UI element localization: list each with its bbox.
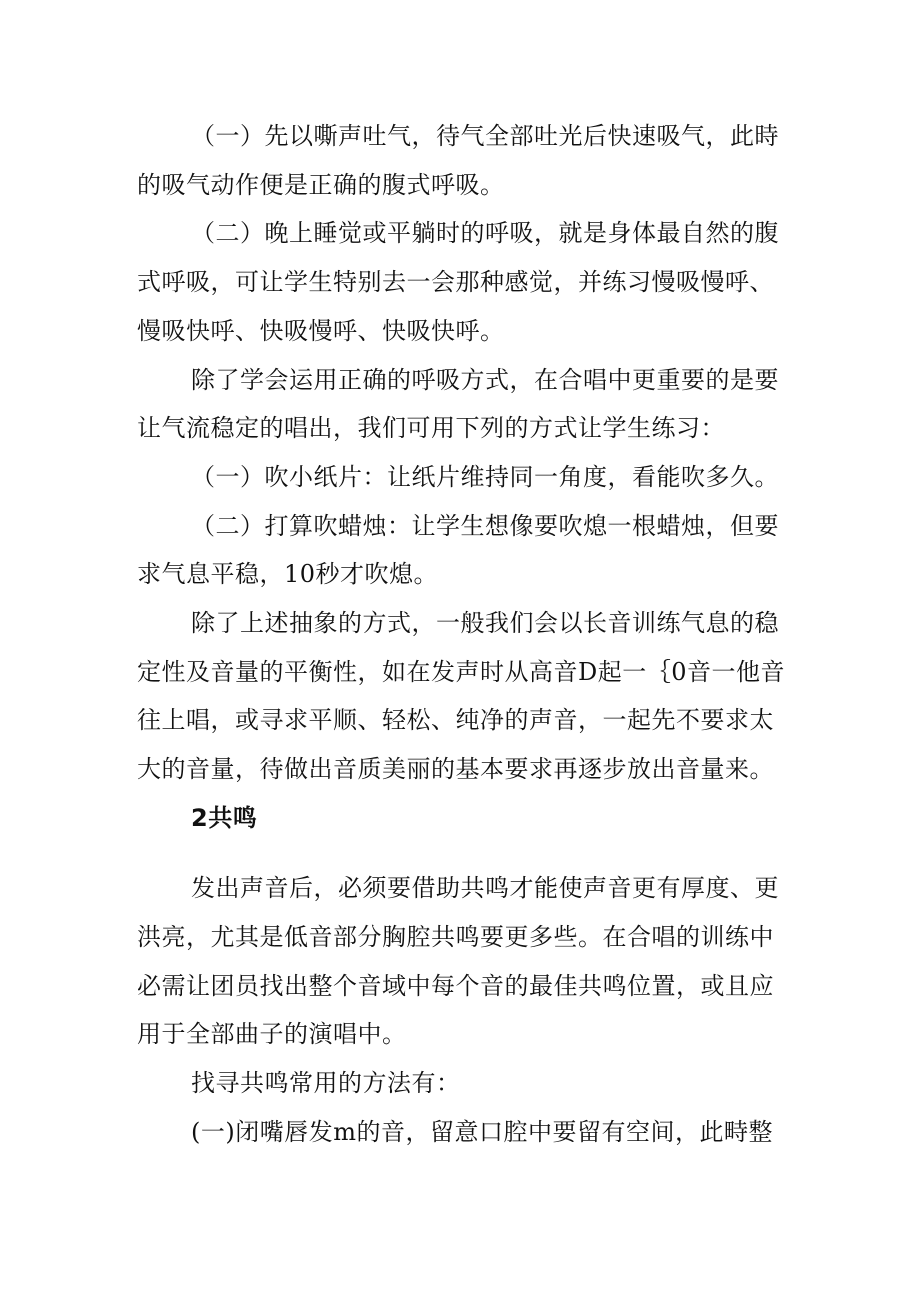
paragraph-line: （一）先以嘶声吐气，待气全部吐光后快速吸气，此時 [191,122,779,150]
paragraph-line: 的吸气动作便是正确的腹式呼吸。 [137,171,505,199]
paragraph-line: 发出声音后，必须要借助共鸣才能使声音更有厚度、更 [191,874,779,902]
paragraph-line: （二）晚上睡觉或平躺时的呼吸，就是身体最自然的腹 [191,219,779,247]
paragraph-line: 除了上述抽象的方式，一般我们会以长音训练气息的稳 [191,609,779,637]
paragraph-line: （二）打算吹蜡烛：让学生想像要吹熄一根蜡烛，但要 [191,512,779,540]
paragraph-line: 慢吸快呼、快吸慢呼、快吸快呼。 [137,317,505,345]
paragraph-line: 让气流稳定的唱出，我们可用下列的方式让学生练习： [137,414,725,442]
paragraph-line: 必需让团员找出整个音域中每个音的最佳共鸣位置，或且应 [137,972,774,1000]
paragraph-line: 洪亮，尤其是低音部分胸腔共鸣要更多些。在合唱的训练中 [137,923,774,951]
paragraph-line: 往上唱，或寻求平顺、轻松、纯净的声音，一起先不要求太 [137,706,774,734]
paragraph-line: (一)闭嘴唇发m的音，留意口腔中要留有空间，此畤整 [191,1118,773,1146]
paragraph-line: 式呼吸，可让学生特别去一会那种感觉，并练习慢吸慢呼、 [137,268,774,296]
paragraph-line: 定性及音量的平衡性，如在发声时从高音D起一｛0音一他音 [137,658,786,686]
paragraph-line: 找寻共鸣常用的方法有： [191,1069,461,1097]
paragraph-line: （一）吹小纸片：让纸片维持同一角度，看能吹多久。 [191,463,779,491]
paragraph-line: 用于全部曲子的演唱中。 [137,1020,407,1048]
section-heading: 2共鸣 [191,804,258,832]
paragraph-line: 求气息平稳，10秒才吹熄。 [137,560,439,588]
paragraph-line: 除了学会运用正确的呼吸方式，在合唱中更重要的是要 [191,366,779,394]
paragraph-line: 大的音量，待做出音质美丽的基本要求再逐步放出音量来。 [137,755,774,783]
